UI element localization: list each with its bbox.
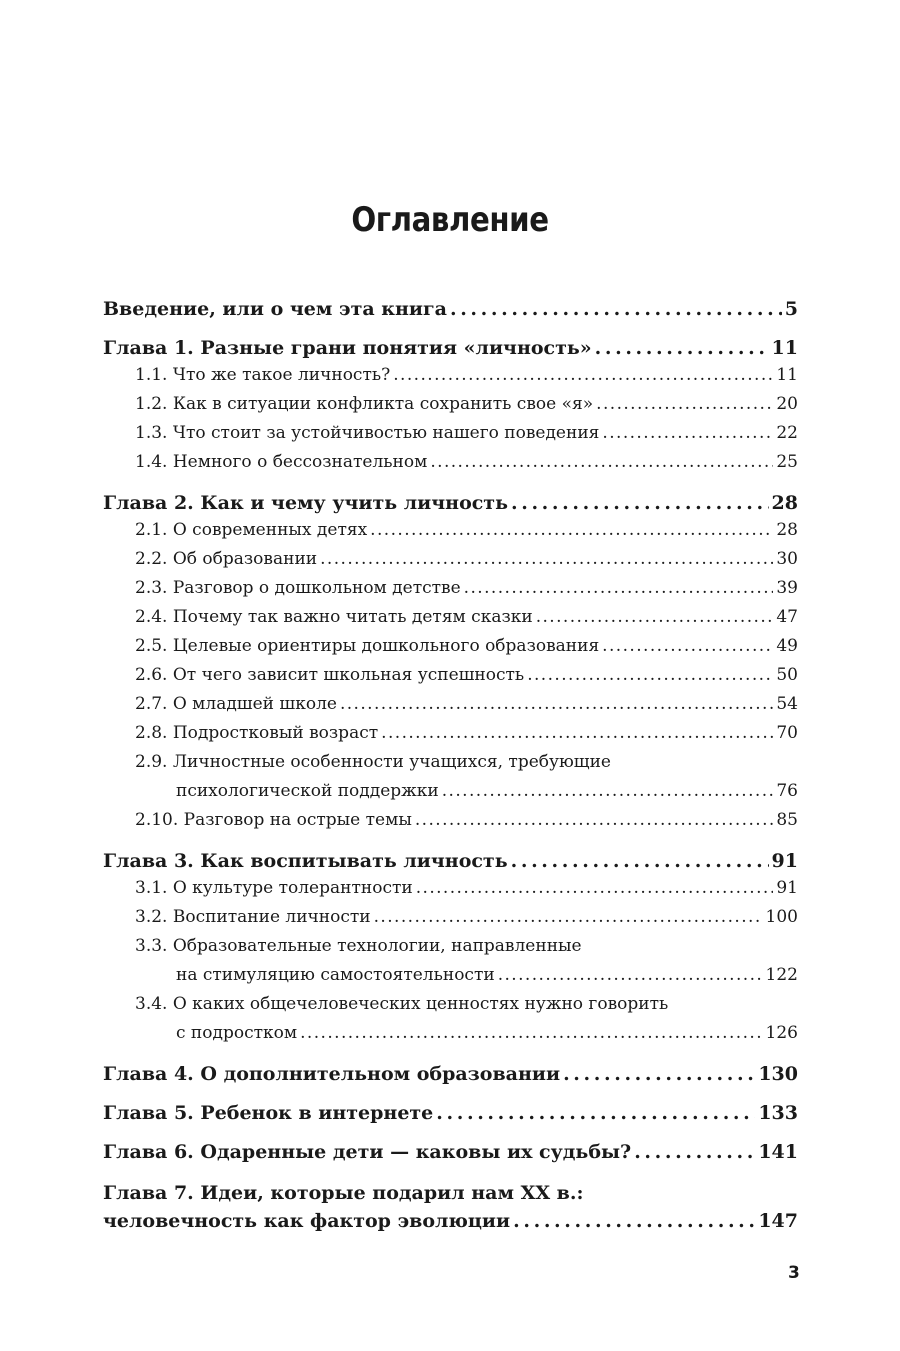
toc-section-3-3[interactable] bbox=[103, 932, 798, 990]
toc-entry-text: 3.2. Воспитание личности bbox=[135, 907, 371, 927]
leader-dots bbox=[320, 545, 773, 574]
toc-entry-page: 49 bbox=[776, 636, 798, 656]
toc-chapter-2[interactable] bbox=[103, 490, 798, 516]
toc-entry-page: 5 bbox=[784, 298, 798, 320]
toc-section-1-1[interactable] bbox=[103, 361, 798, 390]
leader-dots bbox=[527, 661, 773, 690]
leader-dots bbox=[595, 335, 769, 361]
toc-entry-text: 1.2. Как в ситуации конфликта сохранить свое «я» bbox=[135, 394, 594, 414]
toc-section-2-9[interactable] bbox=[103, 748, 798, 806]
toc-entry-page: 28 bbox=[776, 520, 798, 540]
leader-dots bbox=[374, 903, 763, 932]
toc-section-2-8[interactable] bbox=[103, 719, 798, 748]
leader-dots bbox=[634, 1139, 755, 1165]
toc-section-2-3[interactable] bbox=[103, 574, 798, 603]
toc-entry-page: 133 bbox=[758, 1102, 798, 1124]
leader-dots bbox=[596, 390, 773, 419]
toc-entry-page: 122 bbox=[765, 965, 798, 985]
toc-section-3-1[interactable] bbox=[103, 874, 798, 903]
toc-entry-text: Глава 2. Как и чему учить личность bbox=[103, 492, 508, 514]
toc-entry-text-cont: человечность как фактор эволюции bbox=[103, 1210, 511, 1232]
toc-entry-page: 141 bbox=[758, 1141, 798, 1163]
toc-entry-page: 91 bbox=[771, 850, 798, 872]
toc-entry-text-cont: на стимуляцию самостоятельности bbox=[176, 965, 495, 985]
toc-entry-text: Глава 6. Одаренные дети — каковы их судьбы? bbox=[103, 1141, 632, 1163]
toc-entry-page: 126 bbox=[765, 1023, 798, 1043]
toc-entry-text: 2.7. О младшей школе bbox=[135, 694, 337, 714]
toc-entry-text: 2.10. Разговор на острые темы bbox=[135, 810, 412, 830]
toc-entry-text: Глава 5. Ребенок в интернете bbox=[103, 1102, 434, 1124]
toc-entry-text: Глава 7. Идеи, которые подарил нам XX в.: bbox=[103, 1182, 584, 1204]
leader-dots bbox=[442, 777, 774, 806]
leader-dots bbox=[381, 719, 773, 748]
leader-dots bbox=[416, 874, 774, 903]
toc-entry-page: 11 bbox=[771, 337, 798, 359]
leader-dots bbox=[498, 961, 763, 990]
toc-chapter-7[interactable] bbox=[103, 1178, 798, 1234]
leader-dots bbox=[511, 848, 769, 874]
leader-dots bbox=[602, 419, 773, 448]
toc-entry-text: 1.4. Немного о бессознательном bbox=[135, 452, 428, 472]
leader-dots bbox=[300, 1019, 762, 1048]
toc-section-3-4[interactable] bbox=[103, 990, 798, 1048]
toc-section-2-1[interactable] bbox=[103, 516, 798, 545]
toc-entry-page: 100 bbox=[765, 907, 798, 927]
leader-dots bbox=[536, 603, 774, 632]
toc-chapter-6[interactable] bbox=[103, 1139, 798, 1165]
toc-chapter-4[interactable] bbox=[103, 1061, 798, 1087]
toc-entry-page: 147 bbox=[758, 1210, 798, 1232]
toc-entry-page: 130 bbox=[758, 1063, 798, 1085]
page-title: Оглавление bbox=[351, 200, 549, 240]
leader-dots bbox=[513, 1208, 755, 1234]
leader-dots bbox=[511, 490, 769, 516]
page-number: 3 bbox=[788, 1263, 800, 1283]
toc-entry-page: 39 bbox=[776, 578, 798, 598]
toc-entry-text: 2.2. Об образовании bbox=[135, 549, 318, 569]
leader-dots bbox=[436, 1100, 755, 1126]
toc-section-2-7[interactable] bbox=[103, 690, 798, 719]
toc-entry-page: 22 bbox=[776, 423, 798, 443]
toc-chapter-1[interactable] bbox=[103, 335, 798, 361]
toc-entry-text: Глава 3. Как воспитывать личность bbox=[103, 850, 508, 872]
toc-entry-text: Введение, или о чем эта книга bbox=[103, 298, 447, 320]
toc-entry-text: 2.6. От чего зависит школьная успешность bbox=[135, 665, 525, 685]
toc-entry-page: 85 bbox=[776, 810, 798, 830]
leader-dots bbox=[340, 690, 773, 719]
toc-entry-page: 20 bbox=[776, 394, 798, 414]
leader-dots bbox=[563, 1061, 755, 1087]
toc-entry-text: 1.1. Что же такое личность? bbox=[135, 365, 391, 385]
toc-section-1-4[interactable] bbox=[103, 448, 798, 477]
toc-section-1-2[interactable] bbox=[103, 390, 798, 419]
toc-entry-page: 30 bbox=[776, 549, 798, 569]
toc-entry-text: 2.5. Целевые ориентиры дошкольного образования bbox=[135, 636, 600, 656]
toc-entry-page: 76 bbox=[776, 781, 798, 801]
toc-entry-text: 1.3. Что стоит за устойчивостью нашего поведения bbox=[135, 423, 600, 443]
toc-entry-page: 70 bbox=[776, 723, 798, 743]
leader-dots bbox=[430, 448, 773, 477]
toc-section-2-10[interactable] bbox=[103, 806, 798, 835]
toc-entry-text: Глава 1. Разные грани понятия «личность» bbox=[103, 337, 592, 359]
toc-chapter-3[interactable] bbox=[103, 848, 798, 874]
toc-entry-text: 2.3. Разговор о дошкольном детстве bbox=[135, 578, 461, 598]
toc-entry-page: 50 bbox=[776, 665, 798, 685]
toc-entry-text: 3.4. О каких общечеловеческих ценностях нужно говорить bbox=[135, 994, 669, 1014]
leader-dots bbox=[370, 516, 773, 545]
toc-intro[interactable] bbox=[103, 296, 798, 322]
toc-section-2-6[interactable] bbox=[103, 661, 798, 690]
leader-dots bbox=[450, 296, 782, 322]
toc-section-1-3[interactable] bbox=[103, 419, 798, 448]
toc-entry-text: 2.9. Личностные особенности учащихся, требующие bbox=[135, 752, 611, 772]
toc-section-2-5[interactable] bbox=[103, 632, 798, 661]
toc-entry-text: 2.4. Почему так важно читать детям сказки bbox=[135, 607, 533, 627]
toc-entry-text-cont: с подростком bbox=[176, 1023, 298, 1043]
toc-section-3-2[interactable] bbox=[103, 903, 798, 932]
leader-dots bbox=[393, 361, 773, 390]
toc-entry-page: 54 bbox=[776, 694, 798, 714]
table-of-contents bbox=[103, 296, 798, 1234]
toc-chapter-5[interactable] bbox=[103, 1100, 798, 1126]
toc-entry-text-cont: психологической поддержки bbox=[176, 781, 439, 801]
toc-section-2-4[interactable] bbox=[103, 603, 798, 632]
toc-entry-text: 3.1. О культуре толерантности bbox=[135, 878, 413, 898]
toc-entry-page: 91 bbox=[776, 878, 798, 898]
toc-entry-page: 25 bbox=[776, 452, 798, 472]
leader-dots bbox=[602, 632, 773, 661]
leader-dots bbox=[415, 806, 773, 835]
toc-entry-page: 28 bbox=[771, 492, 798, 514]
toc-entry-text: Глава 4. О дополнительном образовании bbox=[103, 1063, 561, 1085]
leader-dots bbox=[464, 574, 774, 603]
toc-entry-text: 3.3. Образовательные технологии, направленные bbox=[135, 936, 582, 956]
toc-section-2-2[interactable] bbox=[103, 545, 798, 574]
toc-entry-text: 2.8. Подростковый возраст bbox=[135, 723, 379, 743]
toc-entry-text: 2.1. О современных детях bbox=[135, 520, 368, 540]
toc-entry-page: 11 bbox=[776, 365, 798, 385]
toc-entry-page: 47 bbox=[776, 607, 798, 627]
